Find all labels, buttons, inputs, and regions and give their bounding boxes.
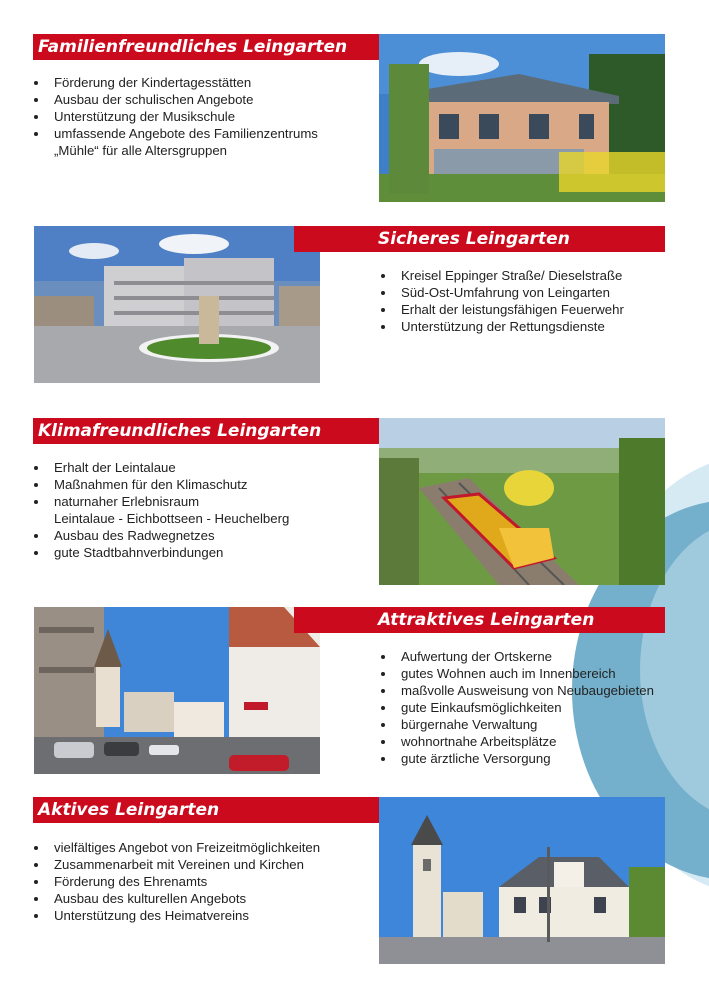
list-item-continued: Leintalaue - Eichbottseen - Heuchelberg: [54, 511, 290, 526]
tram-photo: [379, 418, 665, 585]
bullet-list-familienfreundlich: [32, 74, 318, 159]
list-item-continued: „Mühle“ für alle Altersgruppen: [54, 143, 227, 158]
list-item: Kreisel Eppinger Straße/ Dieselstraße: [379, 267, 624, 284]
bullet-list-sicheres: [379, 267, 624, 335]
list-item: naturnaher Erlebnisraum: [32, 493, 289, 510]
list-item: Unterstützung des Heimatvereins: [32, 907, 320, 924]
list-item: Förderung der Kindertagesstätten: [32, 74, 318, 91]
kindergarten-building-photo: [379, 34, 665, 202]
list-item: gutes Wohnen auch im Innenbereich: [379, 665, 654, 682]
list-item: Ausbau der schulischen Angebote: [32, 91, 318, 108]
list-item: Zusammenarbeit mit Vereinen und Kirchen: [32, 856, 320, 873]
list-item: Ausbau des kulturellen Angebots: [32, 890, 320, 907]
list-item: maßvolle Ausweisung von Neubaugebieten: [379, 682, 654, 699]
list-item: Unterstützung der Rettungsdienste: [379, 318, 624, 335]
list-item: umfassende Angebote des Familienzentrums: [32, 125, 318, 142]
list-item: Maßnahmen für den Klimaschutz: [32, 476, 289, 493]
list-item: gute Stadtbahnverbindungen: [32, 544, 289, 561]
list-item: Süd-Ost-Umfahrung von Leingarten: [379, 284, 624, 301]
list-item: gute ärztliche Versorgung: [379, 750, 654, 767]
section-title: Aktives Leingarten: [38, 800, 220, 820]
list-item: Förderung des Ehrenamts: [32, 873, 320, 890]
church-square-photo: [379, 797, 665, 964]
section-title: Attraktives Leingarten: [378, 610, 595, 630]
section-banner-klimafreundlich: [33, 418, 405, 444]
section-title: Familienfreundliches Leingarten: [38, 37, 348, 57]
list-item: vielfältiges Angebot von Freizeitmöglichkeiten: [32, 839, 320, 856]
section-banner-attraktives: [294, 607, 665, 633]
town-street-photo: [34, 607, 320, 774]
bullet-list-klimafreundlich: [32, 459, 289, 561]
section-banner-aktives: [33, 797, 405, 823]
list-item: bürgernahe Verwaltung: [379, 716, 654, 733]
bullet-list-aktives: [32, 839, 320, 924]
section-title: Klimafreundliches Leingarten: [38, 421, 322, 441]
list-item: Erhalt der Leintalaue: [32, 459, 289, 476]
list-item: Ausbau des Radwegnetzes: [32, 527, 289, 544]
list-item: Erhalt der leistungsfähigen Feuerwehr: [379, 301, 624, 318]
list-item: Aufwertung der Ortskerne: [379, 648, 654, 665]
roundabout-photo: [34, 226, 320, 383]
list-item: gute Einkaufsmöglichkeiten: [379, 699, 654, 716]
section-banner-familienfreundlich: [33, 34, 405, 60]
section-title: Sicheres Leingarten: [378, 229, 570, 249]
list-item: wohnortnahe Arbeitsplätze: [379, 733, 654, 750]
list-item: Unterstützung der Musikschule: [32, 108, 318, 125]
section-banner-sicheres: [294, 226, 665, 252]
bullet-list-attraktives: [379, 648, 654, 767]
